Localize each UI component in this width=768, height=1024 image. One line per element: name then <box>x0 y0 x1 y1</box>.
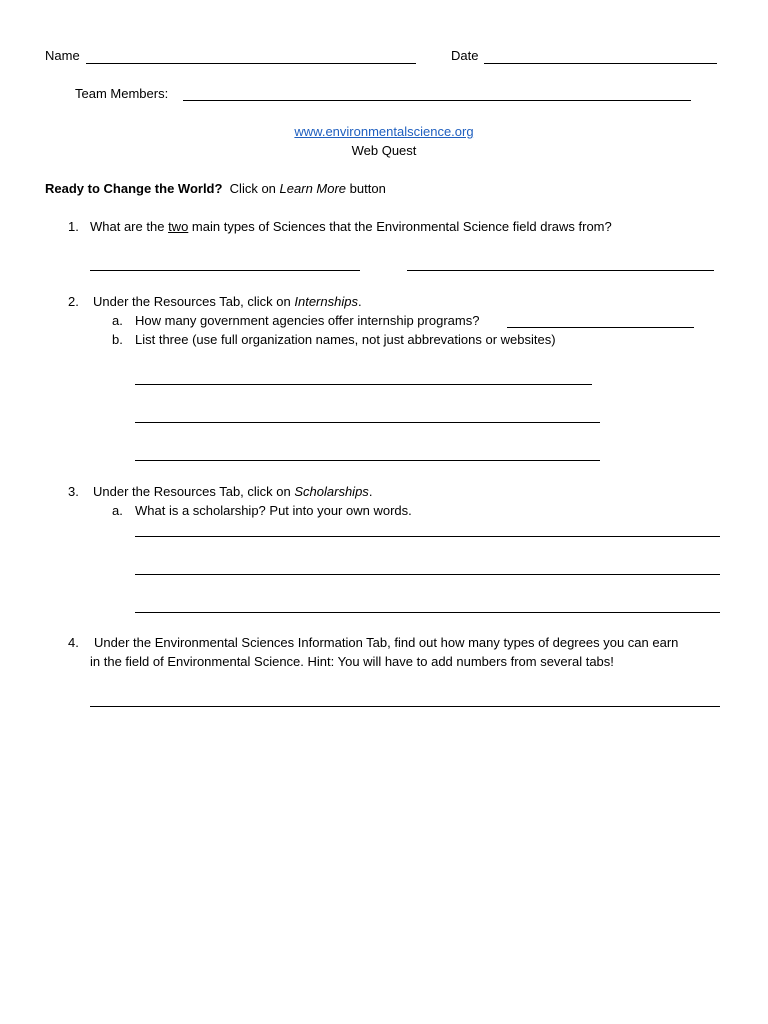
q4-answer-blank[interactable] <box>90 706 720 707</box>
q3-text-after: . <box>368 484 373 499</box>
q1-text <box>90 219 612 235</box>
website-link[interactable]: www.environmentalscience.org <box>294 124 474 139</box>
q3a-answer-blank-2[interactable] <box>135 574 720 575</box>
web-quest-title: Web Quest <box>351 143 417 158</box>
scholarships-ref: Scholarships <box>294 484 369 499</box>
name-label: Name <box>45 48 80 63</box>
intro-text-before: Click on <box>229 181 276 196</box>
q3a-label: a. <box>112 503 123 518</box>
q4-text-line1: Under the Environmental Sciences Information Tab, find out how many types of degrees you can earn <box>94 635 679 650</box>
q3a-answer-blank-3[interactable] <box>135 612 720 613</box>
intro-line <box>45 181 386 197</box>
q3-number: 3. <box>68 484 79 499</box>
q3-text-before: Under the Resources Tab, click on <box>93 484 291 499</box>
q2b-label: b. <box>112 332 123 347</box>
q1-underlined: two <box>168 219 189 234</box>
q3-text <box>93 484 372 500</box>
q1-number: 1. <box>68 219 79 234</box>
q2b-answer-blank-2[interactable] <box>135 422 600 423</box>
q2a-label: a. <box>112 313 123 328</box>
name-blank[interactable] <box>86 63 416 64</box>
q2b-answer-blank-1[interactable] <box>135 384 592 385</box>
internships-ref: Internships <box>294 294 358 309</box>
date-blank[interactable] <box>484 63 717 64</box>
q2-number: 2. <box>68 294 79 309</box>
q2b-answer-blank-3[interactable] <box>135 460 600 461</box>
learn-more-ref: Learn More <box>279 181 347 196</box>
intro-text-after: button <box>349 181 386 196</box>
q2-text <box>93 294 362 310</box>
q2-text-before: Under the Resources Tab, click on <box>93 294 291 309</box>
q1-text-after: main types of Sciences that the Environmental Science field draws from? <box>191 219 612 234</box>
team-members-blank[interactable] <box>183 100 691 101</box>
date-label: Date <box>451 48 479 63</box>
q3a-text: What is a scholarship? Put into your own words. <box>135 503 412 518</box>
q4-number: 4. <box>68 635 79 650</box>
q2-text-after: . <box>357 294 362 309</box>
intro-bold: Ready to Change the World? <box>45 181 223 196</box>
q2a-answer-blank[interactable] <box>507 327 694 328</box>
team-members-label: Team Members: <box>75 86 169 101</box>
q1-text-before: What are the <box>90 219 165 234</box>
q2b-text: List three (use full organization names, not just abbrevations or websites) <box>135 332 556 347</box>
url-row <box>0 124 768 140</box>
q1-answer-blank-1[interactable] <box>90 270 360 271</box>
q4-text-line2: in the field of Environmental Science. Hint: You will have to add numbers from several tabs! <box>90 654 614 669</box>
q3a-answer-blank-1[interactable] <box>135 536 720 537</box>
q2a-text: How many government agencies offer internship programs? <box>135 313 480 328</box>
q1-answer-blank-2[interactable] <box>407 270 714 271</box>
